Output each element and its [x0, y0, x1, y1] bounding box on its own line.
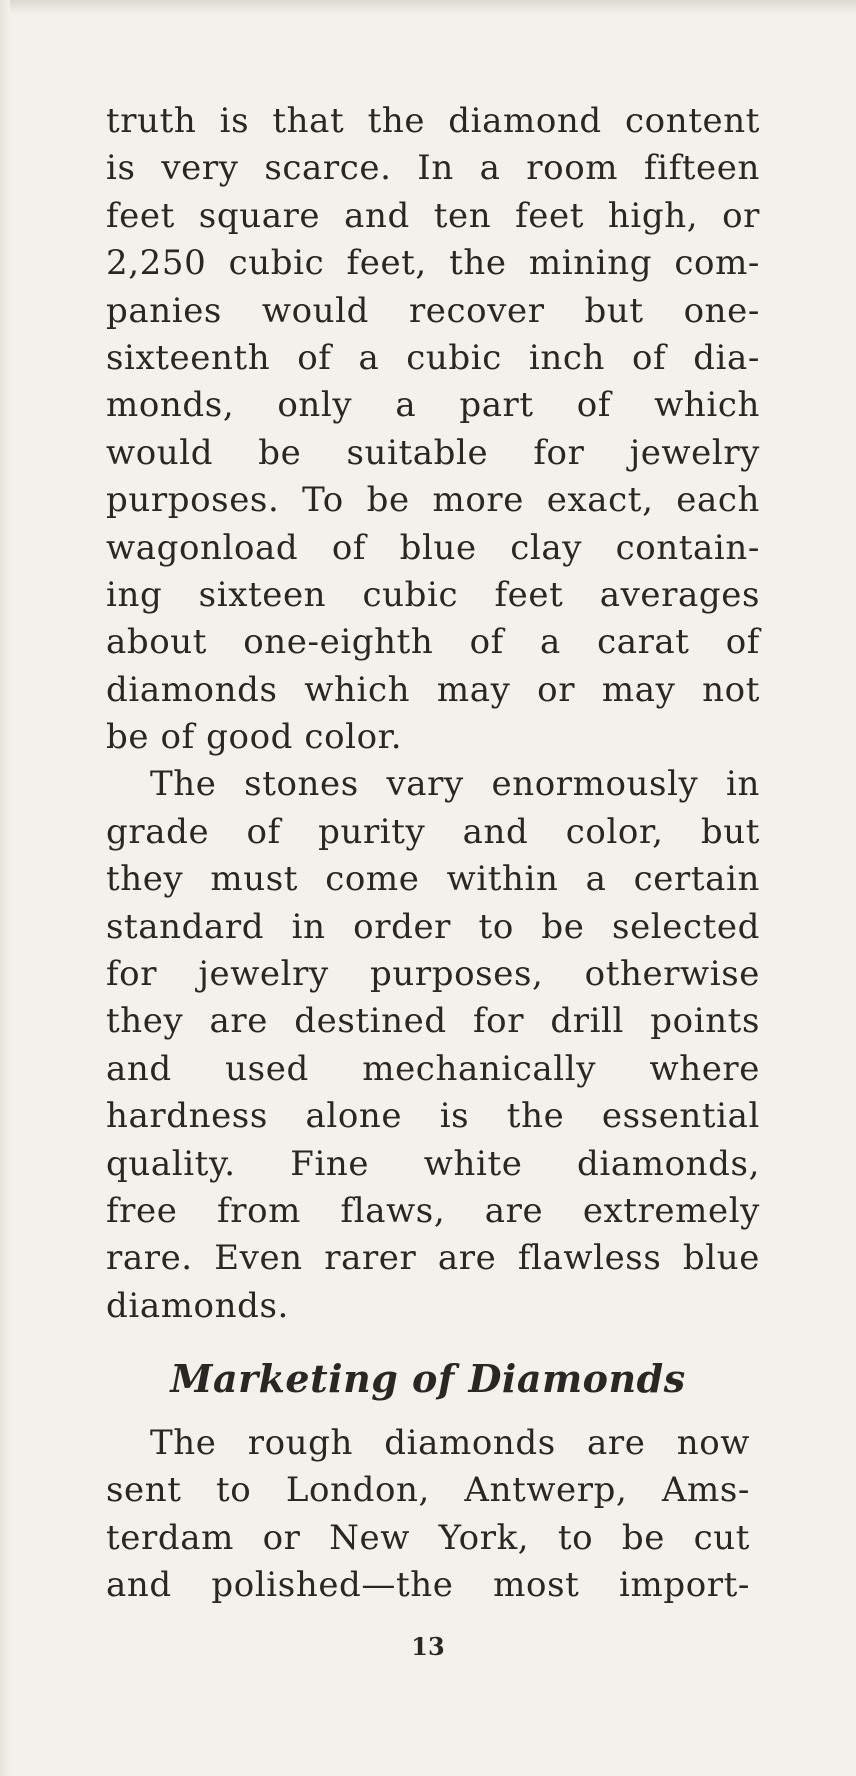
text-line: terdam or New York, to be cut — [106, 1517, 750, 1558]
text-line: ing sixteen cubic feet averages — [106, 574, 760, 615]
page-top-edge — [0, 0, 856, 14]
text-line: feet square and ten feet high, or — [106, 195, 760, 236]
text-line: is very scarce. In a room fifteen — [106, 148, 760, 189]
text-line: 2,250 cubic feet, the mining com- — [106, 243, 760, 284]
text-line: sixteenth of a cubic inch of dia- — [106, 337, 760, 378]
text-line: panies would recover but one- — [106, 290, 760, 331]
text-line: wagonload of blue clay contain- — [106, 527, 760, 568]
page-number: 13 — [411, 1632, 445, 1661]
text-line: grade of purity and color, but — [106, 811, 760, 852]
text-line: standard in order to be selected — [106, 906, 760, 947]
text-line: for jewelry purposes, otherwise — [106, 954, 760, 995]
text-line: and used mechanically where — [106, 1048, 760, 1089]
text-line: The stones vary enormously in — [150, 764, 760, 805]
text-line: about one-eighth of a carat of — [106, 622, 760, 663]
text-line: would be suitable for jewelry — [106, 432, 760, 473]
text-line: diamonds which may or may not — [106, 669, 760, 710]
text-line: they are destined for drill points — [106, 1001, 760, 1042]
text-line: be of good color. — [106, 717, 403, 758]
body-text-upper — [106, 98, 760, 1330]
section-heading: Marketing of Diamonds — [170, 1356, 686, 1401]
text-line: quality. Fine white diamonds, — [106, 1143, 760, 1184]
text-line: truth is that the diamond content — [106, 101, 760, 141]
text-line: hardness alone is the essential — [106, 1096, 760, 1137]
body-text-lower — [106, 1420, 750, 1610]
text-line: and polished—the most import- — [106, 1565, 750, 1606]
text-line: they must come within a certain — [106, 859, 760, 900]
text-line: sent to London, Antwerp, Ams- — [106, 1470, 750, 1511]
text-line: monds, only a part of which — [106, 385, 760, 426]
text-line: purposes. To be more exact, each — [106, 480, 760, 521]
page-left-shadow — [0, 0, 10, 1776]
text-line: The rough diamonds are now — [150, 1423, 750, 1463]
text-line: diamonds. — [106, 1285, 289, 1326]
text-line: rare. Even rarer are flawless blue — [106, 1238, 760, 1279]
text-line: free from flaws, are extremely — [106, 1190, 760, 1231]
